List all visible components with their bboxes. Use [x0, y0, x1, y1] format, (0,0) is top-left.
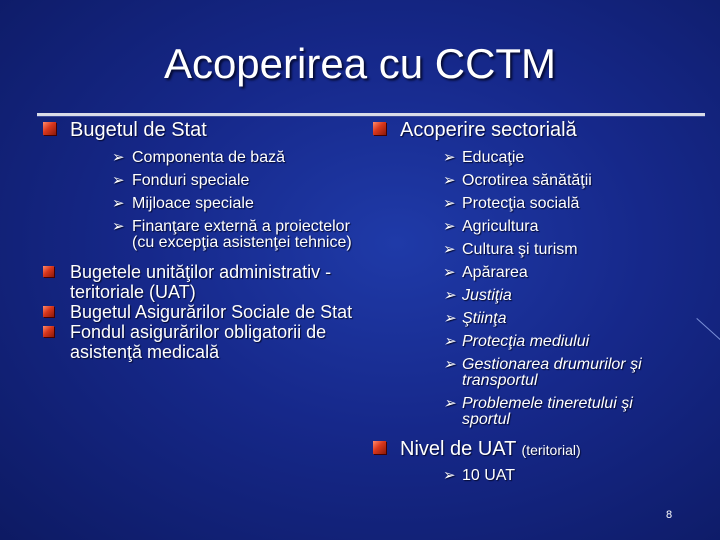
- left-column: [37, 118, 367, 362]
- arrow-bullet-icon: ➢: [443, 467, 456, 484]
- page-number: 8: [666, 509, 673, 521]
- arrow-bullet-icon: ➢: [112, 149, 125, 166]
- right-heading: Acoperire sectorială: [400, 119, 577, 141]
- right-subitem2: ➢ 10 UAT: [443, 467, 516, 484]
- right-subitem: ➢ Protecţia socială: [443, 195, 580, 212]
- right-subitem: ➢ Protecţia mediului: [443, 333, 590, 350]
- right-subitem: ➢ Gestionarea drumurilor şi transportul: [443, 356, 642, 389]
- left-item-asigurari-sociale: Bugetul Asigurărilor Sociale de Stat: [37, 302, 355, 322]
- arrow-bullet-icon: ➢: [443, 149, 456, 166]
- right-heading2-note: (teritorial): [521, 442, 581, 458]
- right-subitem: ➢ Ocrotirea sănătăţii: [443, 172, 592, 189]
- left-item-uat: Bugetele unităţilor administrativ -teritoriale (UAT): [37, 262, 355, 302]
- arrow-bullet-icon: ➢: [443, 310, 456, 327]
- arrow-bullet-icon: ➢: [443, 172, 456, 189]
- left-subitem: ➢ Fonduri speciale: [112, 172, 250, 189]
- red-square-bullet-icon: [43, 306, 54, 317]
- right-subitem: ➢ Ştiinţa: [443, 310, 507, 327]
- right-subitems: [367, 150, 707, 428]
- arrow-bullet-icon: ➢: [112, 218, 125, 235]
- red-square-bullet-icon: [373, 441, 386, 454]
- right-subitem: ➢ Cultura şi turism: [443, 241, 578, 258]
- left-heading: Bugetul de Stat: [70, 119, 207, 141]
- arrow-bullet-icon: ➢: [443, 218, 456, 235]
- arrow-bullet-icon: ➢: [443, 395, 456, 412]
- arrow-bullet-icon: ➢: [443, 356, 456, 373]
- red-square-bullet-icon: [373, 122, 386, 135]
- right-subitem: ➢ Apărarea: [443, 264, 528, 281]
- arrow-bullet-icon: ➢: [443, 333, 456, 350]
- right-column: [367, 118, 707, 491]
- right-subitem: ➢ Problemele tineretului şi sportul: [443, 395, 633, 428]
- left-subitems: [37, 150, 367, 251]
- left-subitem: ➢ Componenta de bază: [112, 149, 285, 166]
- right-heading-item: [367, 118, 707, 142]
- left-subitem: ➢ Finanţare externă a proiectelor (cu excepţia asistenţei tehnice): [112, 218, 352, 251]
- right-subitem: ➢ Educaţie: [443, 149, 525, 166]
- arrow-bullet-icon: ➢: [443, 264, 456, 281]
- arrow-bullet-icon: ➢: [112, 172, 125, 189]
- left-subitem: ➢ Mijloace speciale: [112, 195, 254, 212]
- arrow-bullet-icon: ➢: [443, 287, 456, 304]
- title-divider-shadow: [37, 116, 705, 117]
- slide-title: Acoperirea cu CCTM: [163, 40, 557, 87]
- arrow-bullet-icon: ➢: [443, 241, 456, 258]
- arrow-bullet-icon: ➢: [443, 195, 456, 212]
- right-heading2: Nivel de UAT: [400, 438, 516, 460]
- left-item-fond-medical: Fondul asigurărilor obligatorii de asistenţă medicală: [37, 322, 355, 362]
- right-subitem: ➢ Justiţia: [443, 287, 512, 304]
- right-subitem: ➢ Agricultura: [443, 218, 539, 235]
- red-square-bullet-icon: [43, 266, 54, 277]
- right-heading2-item: [367, 437, 707, 462]
- left-heading-item: [37, 118, 367, 142]
- arrow-bullet-icon: ➢: [112, 195, 125, 212]
- red-square-bullet-icon: [43, 326, 54, 337]
- red-square-bullet-icon: [43, 122, 56, 135]
